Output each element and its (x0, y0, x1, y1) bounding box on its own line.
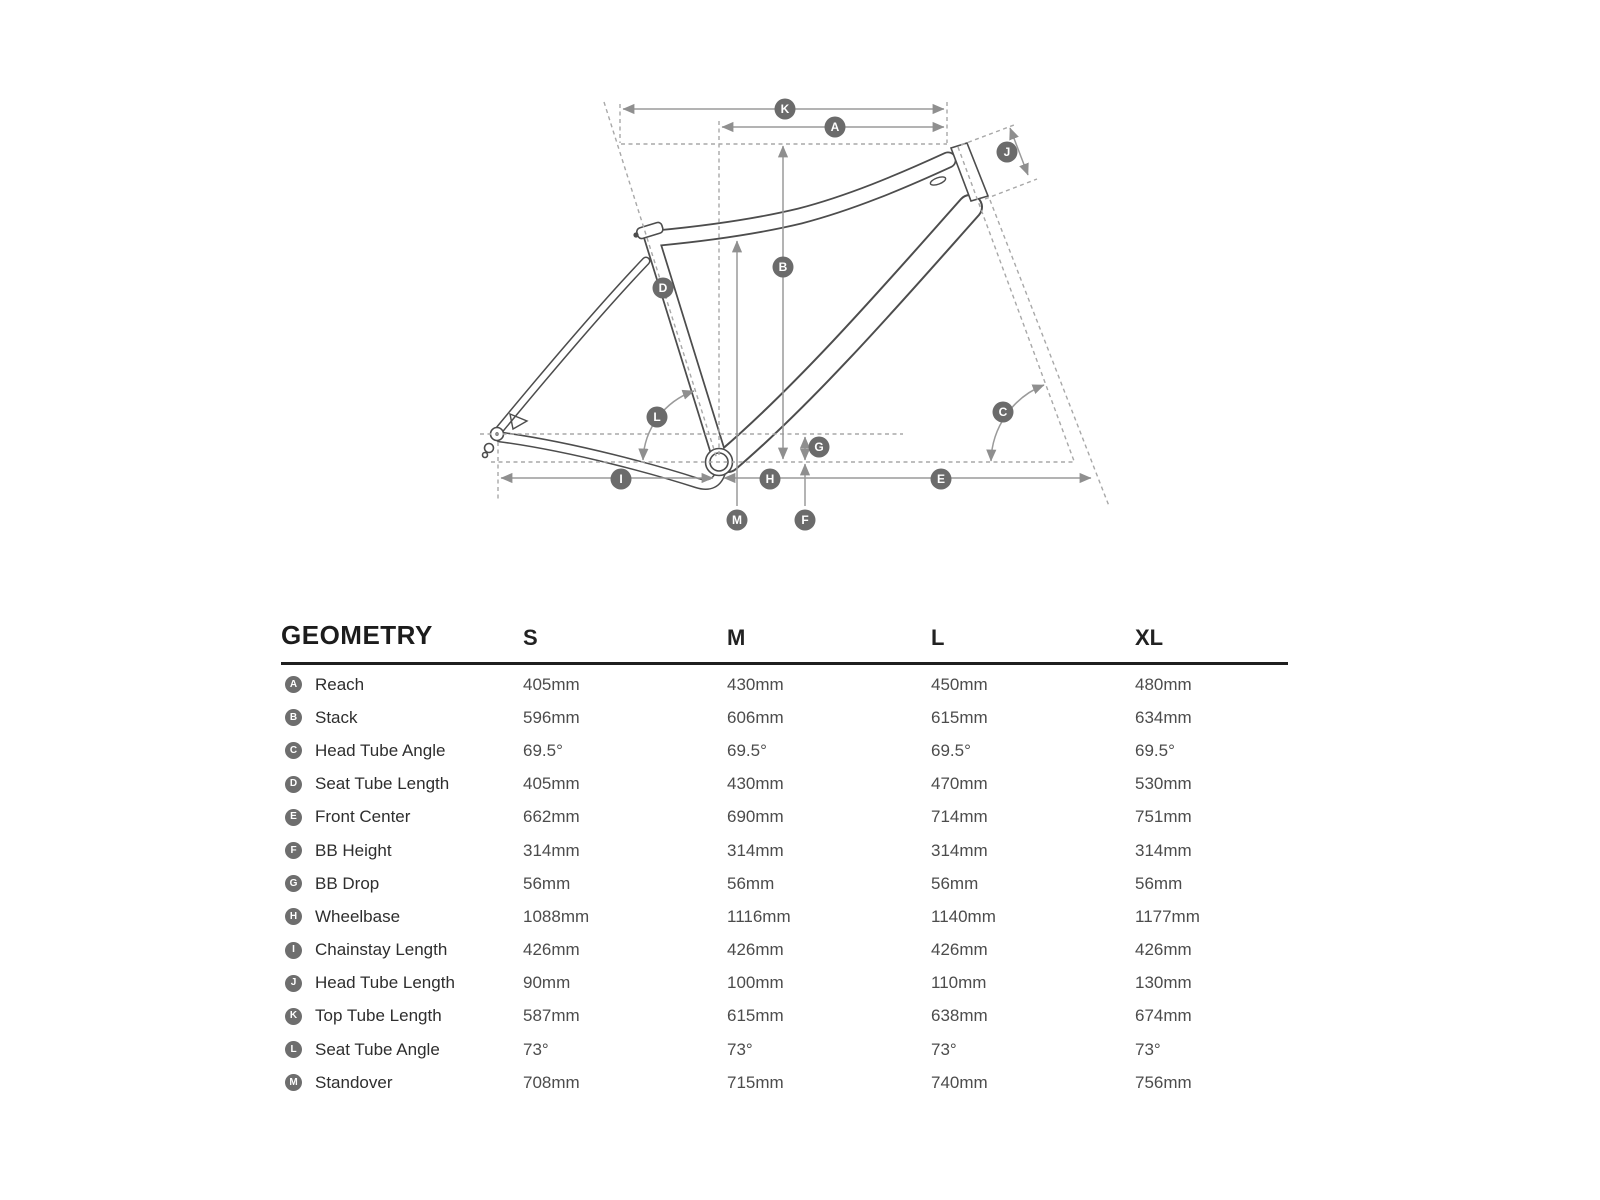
row-value: 73° (931, 1039, 957, 1059)
bike-frame (483, 143, 989, 485)
row-key-badge: C (285, 742, 302, 759)
badge-k-letter: K (780, 102, 790, 117)
table-row (281, 934, 1288, 967)
badge-e-letter: E (936, 472, 946, 487)
table-title: GEOMETRY (281, 620, 433, 650)
row-value: 73° (727, 1039, 753, 1059)
badge-m (727, 510, 748, 531)
row-value: 615mm (727, 1006, 784, 1026)
badge-e (931, 469, 952, 490)
row-header (281, 675, 523, 695)
badge-b (773, 257, 794, 278)
seat-clamp-bolt (633, 232, 638, 237)
row-value: 69.5° (931, 740, 971, 760)
row-value: 56mm (1135, 873, 1183, 893)
badge-f-letter: F (801, 513, 809, 528)
row-value: 606mm (727, 707, 784, 727)
table-row (281, 801, 1288, 834)
row-value: 430mm (727, 674, 784, 694)
badge-m-letter: M (732, 513, 742, 528)
badge-a (825, 117, 846, 138)
row-label: Seat Tube Length (315, 774, 450, 794)
row-value: 1116mm (727, 906, 791, 926)
geometry-table-header (281, 606, 1288, 665)
badge-c-letter: C (998, 405, 1008, 420)
row-value: 426mm (931, 940, 988, 960)
row-value: 708mm (523, 1072, 580, 1092)
row-value: 314mm (727, 840, 784, 860)
badge-d-letter: D (658, 281, 668, 296)
row-value: 314mm (523, 840, 580, 860)
row-label: BB Height (315, 840, 392, 860)
row-label: Top Tube Length (315, 1006, 442, 1026)
row-value: 56mm (931, 873, 979, 893)
derailleur-hanger (485, 444, 494, 453)
table-row (281, 768, 1288, 801)
row-key-badge: M (285, 1074, 302, 1091)
row-header (281, 841, 523, 861)
row-key-badge: H (285, 908, 302, 925)
row-value: 73° (1135, 1039, 1161, 1059)
row-header (281, 973, 523, 993)
table-row (281, 900, 1288, 933)
table-row (281, 1000, 1288, 1033)
row-value: 314mm (1135, 840, 1192, 860)
badge-k (775, 99, 796, 120)
row-value: 405mm (523, 674, 580, 694)
geometry-table-body (281, 665, 1288, 1099)
row-key-badge: D (285, 776, 302, 793)
table-row (281, 701, 1288, 734)
row-value: 69.5° (1135, 740, 1175, 760)
row-label: Reach (315, 674, 365, 694)
row-value: 314mm (931, 840, 988, 860)
top-tube-outline (658, 160, 948, 238)
row-value: 740mm (931, 1072, 988, 1092)
column-header-m: M (727, 625, 746, 650)
cable-port (929, 175, 946, 186)
row-value: 90mm (523, 973, 571, 993)
row-value: 596mm (523, 707, 580, 727)
row-value: 430mm (727, 774, 784, 794)
row-label: Head Tube Length (315, 973, 455, 993)
row-value: 130mm (1135, 973, 1192, 993)
hanger-bolt (483, 453, 488, 458)
fork-axis-line (990, 200, 1109, 506)
row-key-badge: A (285, 676, 302, 693)
row-value: 715mm (727, 1072, 784, 1092)
row-label: Wheelbase (315, 906, 401, 926)
table-row (281, 1033, 1288, 1066)
column-header-l: L (931, 625, 945, 650)
bike-geometry-diagram (0, 0, 1600, 580)
row-value: 426mm (727, 940, 784, 960)
row-key-badge: E (285, 809, 302, 826)
row-value: 69.5° (523, 740, 563, 760)
table-row (281, 1066, 1288, 1099)
row-label: Standover (315, 1072, 393, 1092)
badge-h (760, 469, 781, 490)
row-label: Stack (315, 707, 358, 727)
row-header (281, 1006, 523, 1026)
row-label: BB Drop (315, 873, 380, 893)
badge-j (997, 142, 1018, 163)
row-header (281, 1073, 523, 1093)
row-label: Seat Tube Angle (315, 1039, 440, 1059)
row-value: 690mm (727, 807, 784, 827)
row-value: 634mm (1135, 707, 1192, 727)
badge-j-letter: J (1003, 145, 1011, 160)
row-key-badge: K (285, 1008, 302, 1025)
row-value: 470mm (931, 774, 988, 794)
row-value: 426mm (523, 940, 580, 960)
row-value: 756mm (1135, 1072, 1192, 1092)
dim-head-tube-angle-arc (991, 385, 1044, 461)
row-header (281, 774, 523, 794)
row-value: 714mm (931, 807, 988, 827)
head-tube-bottom-extension-line (985, 179, 1037, 199)
badge-l (647, 407, 668, 428)
table-row (281, 668, 1288, 701)
row-value: 426mm (1135, 940, 1192, 960)
row-header (281, 741, 523, 761)
badge-d (653, 278, 674, 299)
row-value: 662mm (523, 807, 580, 827)
table-row (281, 734, 1288, 767)
badge-b-letter: B (778, 260, 788, 275)
row-value: 1177mm (1135, 906, 1200, 926)
row-value: 450mm (931, 674, 988, 694)
dimension-lines (501, 109, 1091, 506)
badge-i-letter: I (619, 472, 623, 487)
row-header (281, 807, 523, 827)
badge-f (795, 510, 816, 531)
badge-a-letter: A (830, 120, 840, 135)
row-value: 1140mm (931, 906, 996, 926)
row-value: 530mm (1135, 774, 1192, 794)
table-row (281, 867, 1288, 900)
badge-g (809, 437, 830, 458)
row-key-badge: I (285, 942, 302, 959)
row-value: 674mm (1135, 1006, 1192, 1026)
row-value: 56mm (523, 873, 571, 893)
badge-i (611, 469, 632, 490)
row-value: 638mm (931, 1006, 988, 1026)
badge-h-letter: H (765, 472, 775, 487)
row-value: 69.5° (727, 740, 767, 760)
row-header (281, 1040, 523, 1060)
column-header-xl: XL (1135, 625, 1164, 650)
table-row (281, 834, 1288, 867)
row-header (281, 907, 523, 927)
row-value: 1088mm (523, 906, 590, 926)
row-value: 110mm (931, 973, 987, 993)
badge-c (993, 402, 1014, 423)
column-header-s: S (523, 625, 538, 650)
row-value: 100mm (727, 973, 784, 993)
head-tube (951, 143, 988, 201)
row-key-badge: B (285, 709, 302, 726)
row-value: 56mm (727, 873, 775, 893)
row-value: 587mm (523, 1006, 580, 1026)
row-label: Front Center (315, 807, 411, 827)
row-value: 73° (523, 1039, 549, 1059)
row-label: Chainstay Length (315, 940, 448, 960)
row-key-badge: F (285, 842, 302, 859)
dim-seat-tube-angle-arc (643, 391, 694, 460)
badge-l-letter: L (653, 410, 661, 425)
row-value: 751mm (1135, 807, 1192, 827)
row-header (281, 940, 523, 960)
row-key-badge: L (285, 1041, 302, 1058)
row-header (281, 708, 523, 728)
row-key-badge: J (285, 975, 302, 992)
frame-diagram-svg (0, 0, 1600, 580)
row-value: 405mm (523, 774, 580, 794)
row-label: Head Tube Angle (315, 740, 446, 760)
geometry-table (281, 606, 1288, 1099)
row-key-badge: G (285, 875, 302, 892)
row-value: 480mm (1135, 674, 1192, 694)
badge-g-letter: G (814, 440, 824, 455)
row-value: 615mm (931, 707, 988, 727)
row-header (281, 874, 523, 894)
table-row (281, 967, 1288, 1000)
